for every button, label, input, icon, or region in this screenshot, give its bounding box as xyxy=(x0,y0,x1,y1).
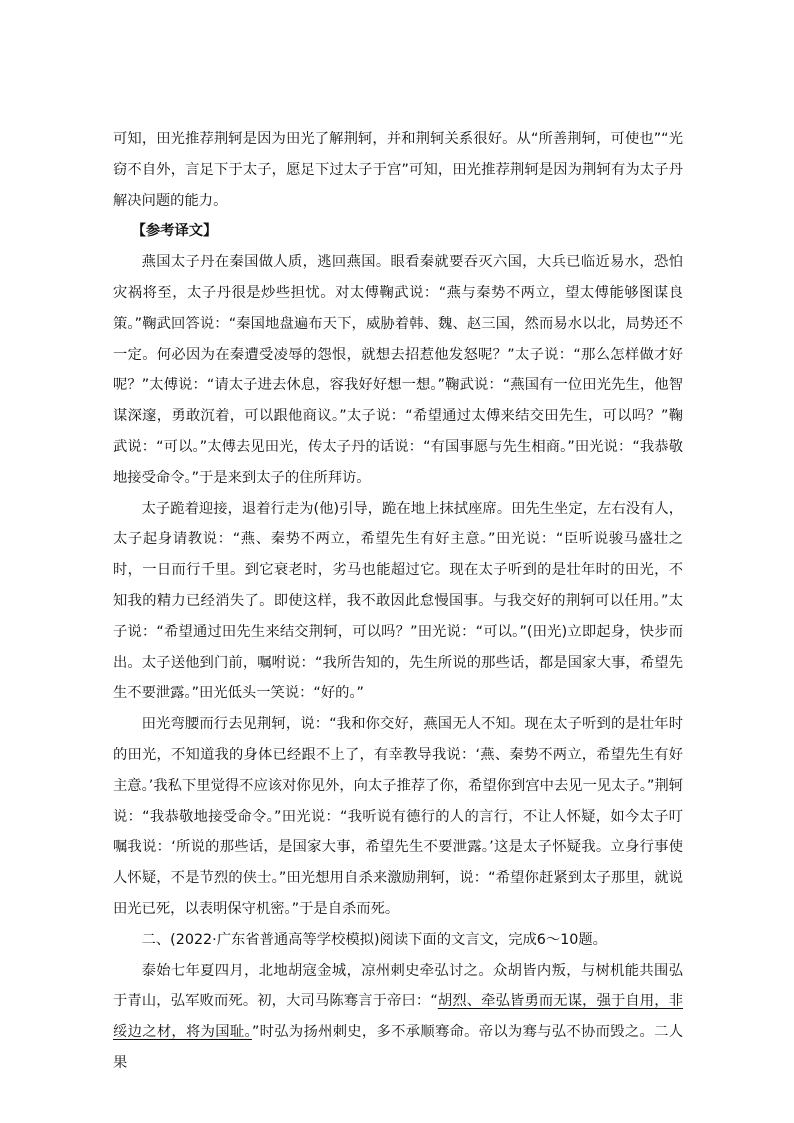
question-2-intro: 二、(2022·广东省普通高等学校模拟)阅读下面的文言文，完成6～10题。 xyxy=(141,931,607,948)
analysis-continuation-paragraph: 可知，田光推荐荆轲是因为田光了解荆轲，并和荆轲关系很好。从“所善荆轲，可使也”“光窃不自外，言足下于太子，愿足下过太子于宫”可知，田光推荐荆轲是因为荆轲有为太子丹解决问题的能力。 xyxy=(113,131,683,209)
passage-underlined-sentence: 胡烈、牵弘皆勇而无谋，强于自用，非绥边之材，将为国耻。 xyxy=(113,993,683,1041)
passage-text-before: 泰始七年夏四月，北地胡寇金城，凉州刺史牵弘讨之。众胡皆内叛，与树机能共围弘于青山，弘军败而死。初，大司马陈骞言于帝曰：“ xyxy=(113,962,683,1010)
reference-translation-heading: 【参考译文】 xyxy=(131,223,218,240)
translation-paragraph-3: 田光弯腰而行去见荆轲，说：“我和你交好，燕国无人不知。现在太子听到的是壮年时的田光，不知道我的身体已经跟不上了，有幸教导我说：‘燕、秦势不两立，希望先生有好主意。’我私下里觉得不应该对你见外，向太子推荐了你，希望你到宫中去见一见太子。”荆轲说：“我恭敬地接受命令。”田光说：“我听说有德行的人的言行，不让人怀疑，如今太子叮嘱我说：‘所说的那些话，是国家大事，希望先生不要泄露。’这是太子怀疑我。立身行事使人怀疑，不是节烈的侠士。”田光想用自杀来激励荆轲，说：“希望你赶紧到太子那里，就说田光已死，以表明保守机密。”于是自杀而死。 xyxy=(113,716,683,917)
translation-paragraph-2: 太子跪着迎接，退着行走为(他)引导，跪在地上抹拭座席。田先生坐定，左右没有人，太子起身请教说：“燕、秦势不两立，希望先生有好主意。”田光说：“臣听说骏马盛壮之时，一日而行千里。到它衰老时，劣马也能超过它。现在太子听到的是壮年时的田光，不知我的精力已经消失了。即使这样，我不敢因此怠慢国事。与我交好的荆轲可以任用。”太子说：“希望通过田先生来结交荆轲，可以吗？”田光说：“可以。”(田光)立即起身，快步而出。太子送他到门前，嘱咐说：“我所告知的，先生所说的那些话，都是国家大事，希望先生不要泄露。”田光低头一笑说：“好的。” xyxy=(113,500,683,702)
document-body xyxy=(113,124,683,1079)
translation-paragraph-1: 燕国太子丹在秦国做人质，逃回燕国。眼看秦就要吞灭六国，大兵已临近易水，恐怕灾祸将至，太子丹很是炒些担忧。对太傅鞠武说：“燕与秦势不两立，望太傅能够图谋良策。”鞠武回答说：“秦国地盘遍布天下，威胁着韩、魏、赵三国，然而易水以北，局势还不一定。何必因为在秦遭受凌辱的怨恨，就想去招惹他发怒呢？”太子说：“那么怎样做才好呢？”太傅说：“请太子进去休息，容我好好想一想。”鞠武说：“燕国有一位田光先生，他智谋深邃，勇敢沉着，可以跟他商议。”太子说：“希望通过太傅来结交田先生，可以吗？”鞠武说：“可以。”太傅去见田光，传太子丹的话说：“有国事愿与先生相商。”田光说：“我恭敬地接受命令。”于是来到太子的住所拜访。 xyxy=(113,254,683,486)
question-2-passage xyxy=(113,956,683,1079)
passage-text-after: ”时弘为扬州刺史，多不承顺骞命。帝以为骞与弘不协而毁之。二人果 xyxy=(113,1024,683,1071)
